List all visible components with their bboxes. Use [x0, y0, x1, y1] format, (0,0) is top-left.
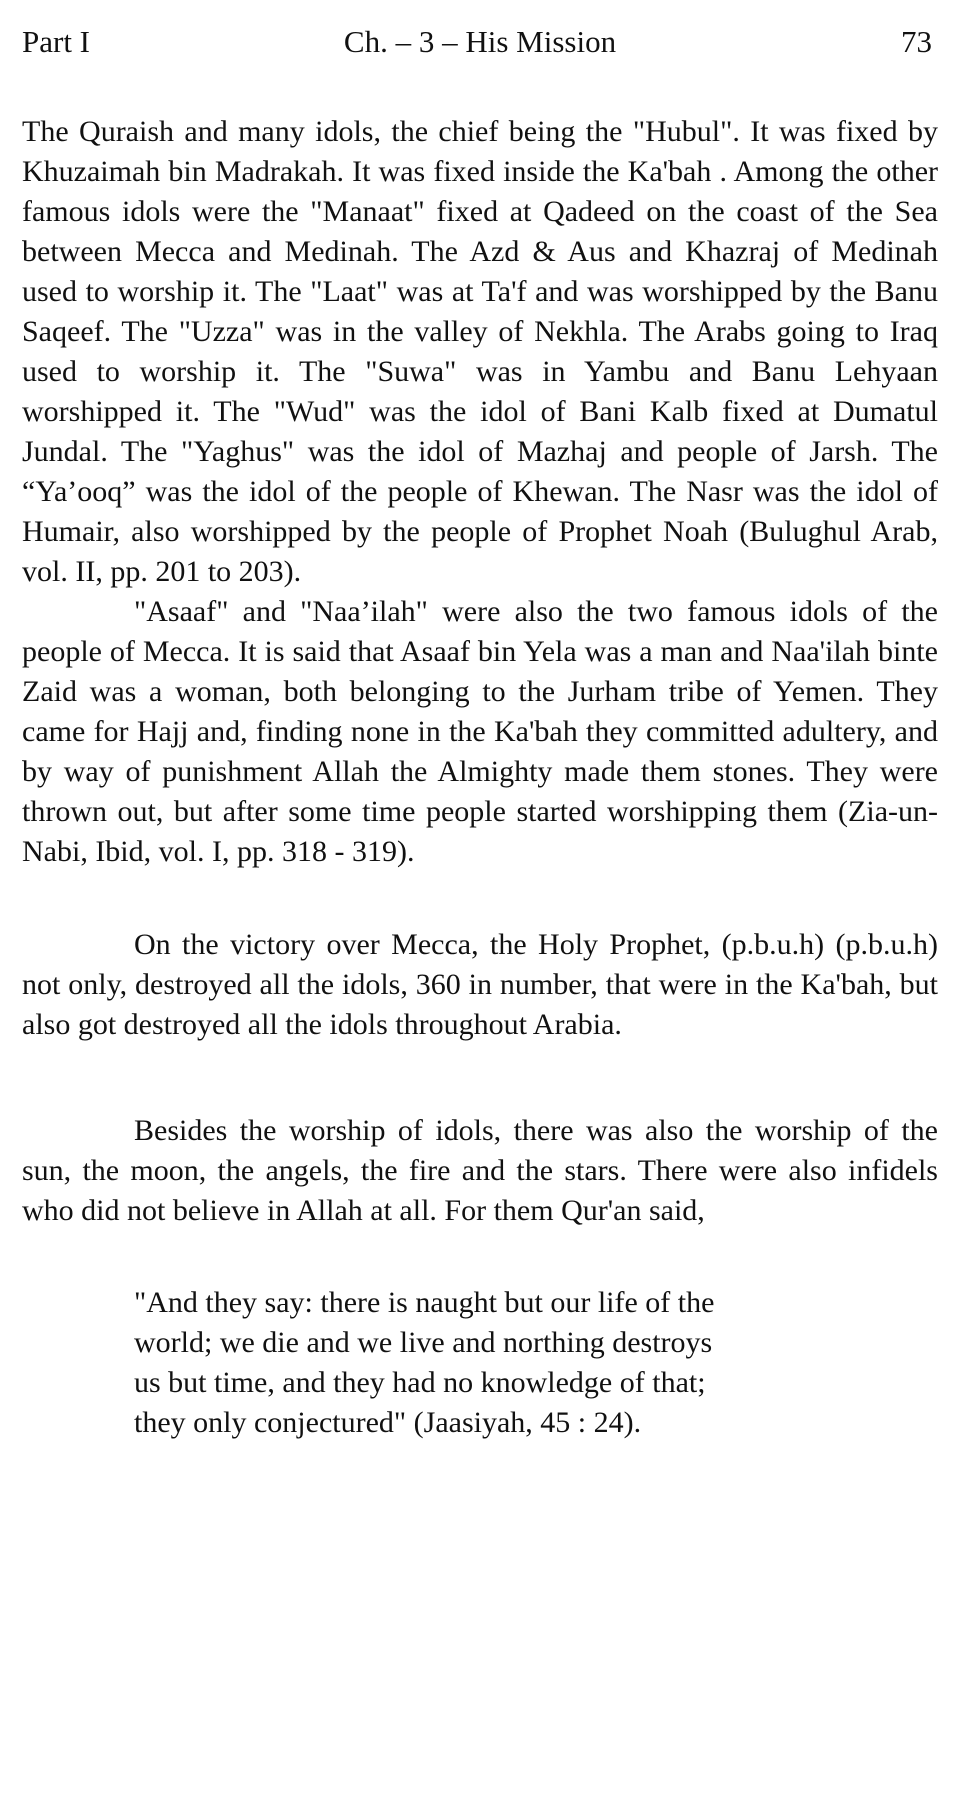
- page-number: 73: [901, 24, 932, 59]
- part-label: Part I: [22, 24, 91, 59]
- running-header: [22, 22, 938, 62]
- paragraph-victory-mecca: On the victory over Mecca, the Holy Prophet, (p.b.u.h) (p.b.u.h) not only, destroyed all the idols, 360 in number, that were in the Ka'bah, but also got destroyed all the idols throughout Arabia.: [22, 928, 938, 1041]
- paragraph-other-worship: Besides the worship of idols, there was also the worship of the sun, the moon, the angels, the fire and the stars. There were also infidels who did not believe in Allah at all. For them Qur'an said,: [22, 1114, 938, 1227]
- paragraph-idols-list: The Quraish and many idols, the chief being the "Hubul". It was fixed by Khuzaimah bin Madrakah. It was fixed inside the Ka'bah . Among the other famous idols were the "Manaat" fixed at Qadeed on the coast of the Sea between Mecca and Medinah. The Azd & Aus and Khazraj of Medinah used to worship it. The "Laat" was at Ta'f and was worshipped by the Banu Saqeef. The "Uzza" was in the valley of Nekhla. The Arabs going to Iraq used to worship it. The "Suwa" was in Yambu and Banu Lehyaan worshipped it. The "Wud" was the idol of Bani Kalb fixed at Dumatul Jundal. The "Yaghus" was the idol of Mazhaj and people of Jarsh. The “Ya’ooq” was the idol of the people of Khewan. The Nasr was the idol of Humair, also worshipped by the people of Prophet Noah (Bulughul Arab, vol. II, pp. 201 to 203).: [22, 115, 938, 588]
- chapter-title: Ch. – 3 – His Mission: [343, 24, 617, 59]
- paragraph-asaaf-naailah: "Asaaf" and "Naa’ilah" were also the two famous idols of the people of Mecca. It is said that Asaaf bin Yela was a man and Naa'ilah binte Zaid was a woman, both belonging to the Jurham tribe of Yemen. They came for Hajj and, finding none in the Ka'bah they committed adultery, and by way of punishment Allah the Almighty made them stones. They were thrown out, but after some time people started worshipping them (Zia-un-Nabi, Ibid, vol. I, pp. 318 - 319).: [22, 595, 938, 868]
- body-text: [22, 112, 938, 1443]
- quran-quote: "And they say: there is naught but our life of the world; we die and we live and northing destroys us but time, and they had no knowledge of that; they only conjectured" (Jaasiyah, 45 : 24).: [134, 1286, 715, 1439]
